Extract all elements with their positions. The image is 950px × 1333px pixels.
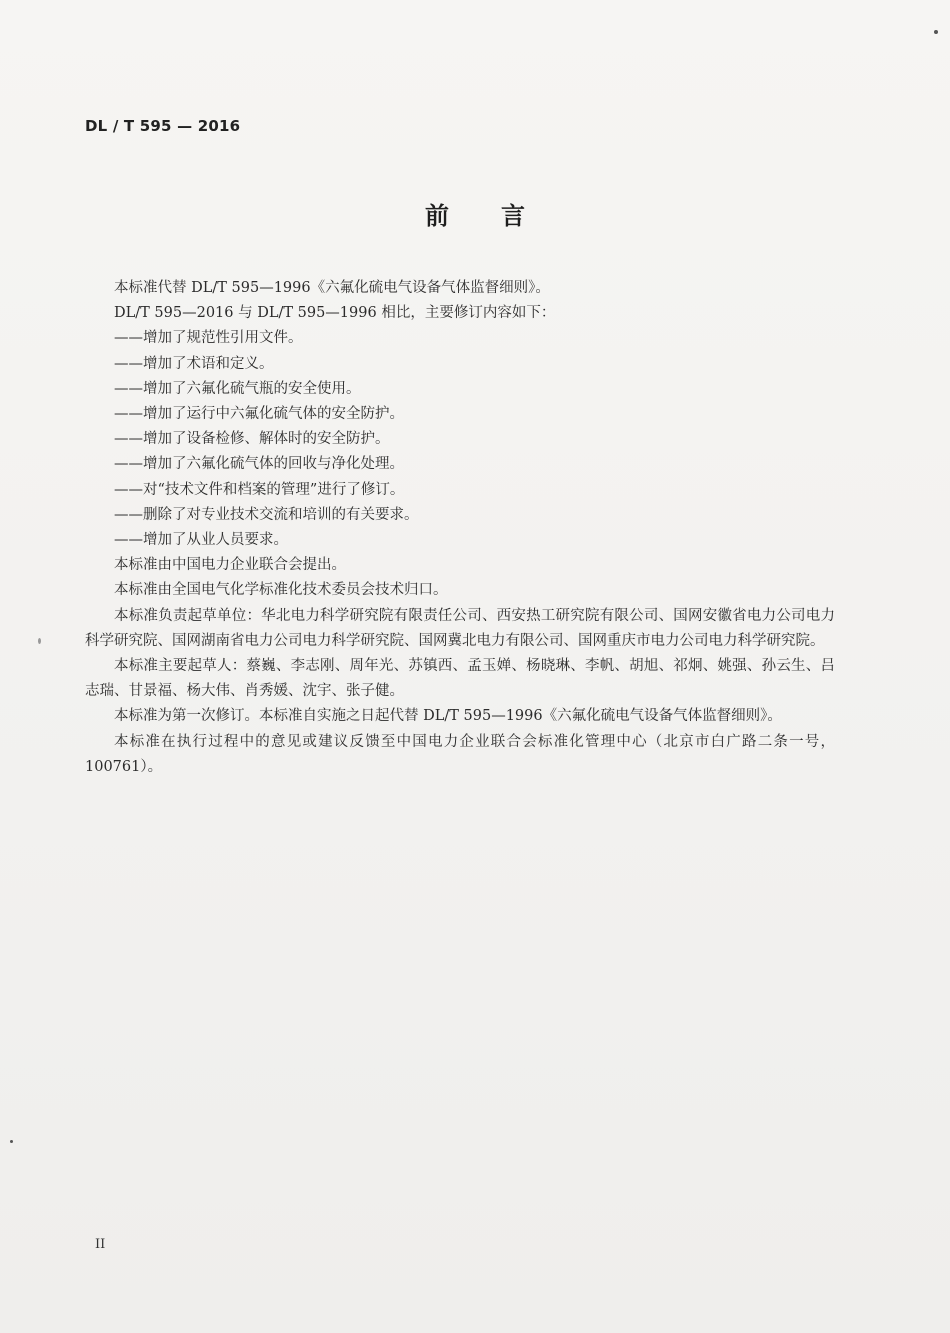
scan-speck: [38, 638, 41, 644]
scan-speck: [10, 1140, 13, 1143]
paragraph-feedback: 本标准在执行过程中的意见或建议反馈至中国电力企业联合会标准化管理中心（北京市白广路二条一号，100761）。: [85, 733, 835, 775]
paragraph-drafters: 本标准主要起草人：蔡巍、李志刚、周年光、苏镇西、孟玉婵、杨晓琳、李帆、胡旭、祁炯、姚强、孙云生、吕志瑞、甘景福、杨大伟、肖秀媛、沈宇、张子健。: [85, 658, 835, 700]
revision-item: ——增加了规范性引用文件。: [114, 330, 303, 347]
page-number: II: [95, 1237, 106, 1252]
scan-speck: [934, 30, 938, 34]
revision-item: ——增加了从业人员要求。: [114, 532, 288, 549]
paragraph-proposer: 本标准由中国电力企业联合会提出。: [114, 557, 346, 574]
paragraph-replaces: 本标准代替 DL/T 595—1996《六氟化硫电气设备气体监督细则》。: [114, 280, 550, 296]
revision-item: ——对“技术文件和档案的管理”进行了修订。: [114, 481, 405, 498]
revision-item: ——增加了六氟化硫气体的回收与净化处理。: [114, 456, 404, 473]
revision-item: ——增加了六氟化硫气瓶的安全使用。: [114, 380, 361, 397]
paragraph-revision-note: 本标准为第一次修订。本标准自实施之日起代替 DL/T 595—1996《六氟化硫电气设备气体监督细则》。: [114, 708, 782, 725]
revision-item: ——增加了术语和定义。: [114, 355, 274, 372]
paragraph-committee: 本标准由全国电气化学标准化技术委员会技术归口。: [114, 582, 448, 599]
revision-item: ——增加了运行中六氟化硫气体的安全防护。: [114, 406, 404, 423]
paragraph-comparison: DL/T 595—2016 与 DL/T 595—1996 相比，主要修订内容如下：: [114, 305, 556, 322]
page-title: 前言: [425, 202, 577, 230]
document-code: DL / T 595 — 2016: [85, 117, 241, 135]
foreword-body: [85, 276, 835, 780]
revision-item: ——增加了设备检修、解体时的安全防护。: [114, 431, 390, 448]
paragraph-drafting-units: 本标准负责起草单位：华北电力科学研究院有限责任公司、西安热工研究院有限公司、国网安徽省电力公司电力科学研究院、国网湖南省电力公司电力科学研究院、国网冀北电力有限公司、国网重庆市电力公司电力科学研究院。: [85, 607, 835, 649]
revision-item: ——删除了对专业技术交流和培训的有关要求。: [114, 506, 419, 523]
